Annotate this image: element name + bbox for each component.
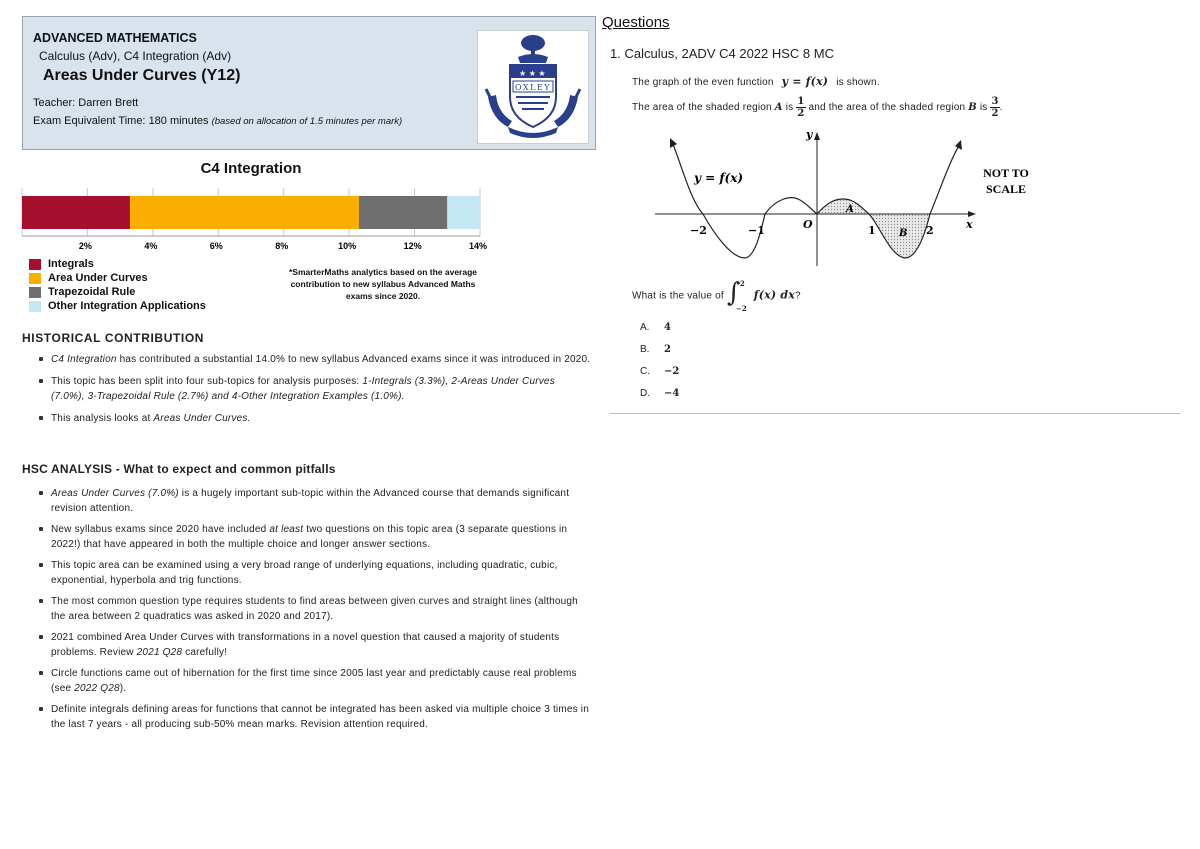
bar-segment-1 xyxy=(22,196,130,229)
answer-option[interactable] xyxy=(640,388,679,410)
curve-label: y = f(x) xyxy=(694,171,744,185)
bullet-item: This topic has been split into four sub-topics for analysis purposes: 1-Integrals (3.3%), 2-Areas Under Curves (7.0%), 3-Trapezoidal Rule (2.7%) and 4-Other Integration Examples (1.0%). xyxy=(36,374,591,404)
bullet-item: This topic area can be examined using a very broad range of underlying equations, including quadratic, cubic, exponential, hyperbola and trig functions. xyxy=(36,558,591,588)
option-letter: C. xyxy=(640,366,650,377)
question-stem-line-2: The area of the shaded region A is $\frac{1}{2}$ and the area of the shaded region B is $\frac{3}{2}$ . xyxy=(632,96,1003,119)
prompt-text-b: ? xyxy=(794,290,801,302)
legend-item xyxy=(29,257,206,271)
legend-item xyxy=(29,285,206,299)
question-1-title: 1. Calculus, 2ADV C4 2022 HSC 8 MC xyxy=(610,46,834,61)
stem1-math: y = f(x) xyxy=(781,75,829,88)
x-tick-label: 8% xyxy=(275,241,289,251)
bullet-item: This analysis looks at Areas Under Curves. xyxy=(36,411,591,426)
x-tick-label: 14% xyxy=(468,241,488,251)
chart-title: C4 Integration xyxy=(200,160,302,177)
option-value: 2 xyxy=(664,344,671,355)
legend-swatch xyxy=(29,301,41,312)
answer-option[interactable] xyxy=(640,322,679,344)
bullet-item: C4 Integration has contributed a substantial 14.0% to new syllabus Advanced exams since it was introduced in 2020. xyxy=(36,352,591,367)
school-crest-logo xyxy=(477,30,589,144)
x-tick-label: 2% xyxy=(78,241,92,251)
bar-segment-4 xyxy=(447,196,480,229)
legend-label: Area Under Curves xyxy=(48,272,148,284)
x-tick-label: 10% xyxy=(338,241,357,251)
legend-item xyxy=(29,271,206,285)
header-box xyxy=(22,16,596,150)
bullet-item: Definite integrals defining areas for functions that cannot be integrated has been asked via multiple choice 3 times in the last 7 years - all producing sub-50% mean marks. Revision attention required. xyxy=(36,702,591,732)
origin-label: O xyxy=(803,218,813,231)
not-to-scale-line-1: NOT TO xyxy=(983,166,1029,180)
stem1-text-a: The graph of the even function xyxy=(632,77,774,88)
stem1-text-b: is shown. xyxy=(836,77,880,88)
stacked-bar-chart xyxy=(18,186,488,252)
region-b-label: B xyxy=(968,102,977,114)
option-value: 4 xyxy=(664,322,671,333)
bar-segment-2 xyxy=(130,196,359,229)
y-axis-label: y xyxy=(806,128,813,141)
legend-swatch xyxy=(29,273,41,284)
legend-swatch xyxy=(29,287,41,298)
question-prompt xyxy=(632,278,801,313)
region-a-label: A xyxy=(774,102,783,114)
legend-label: Integrals xyxy=(48,258,94,270)
x-tick-label: 6% xyxy=(209,241,223,251)
exam-time-line xyxy=(33,115,402,127)
bullet-item: The most common question type requires students to find areas between given curves and straight lines (although the area between 2 quadratics was asked in 2020 and 2017). xyxy=(36,594,591,624)
option-letter: D. xyxy=(640,388,650,399)
bar-segment-3 xyxy=(359,196,447,229)
graph-region-a-label: A xyxy=(846,204,854,215)
option-value: −2 xyxy=(664,366,680,377)
integral-upper-limit: 2 xyxy=(739,279,745,288)
graph-region-b-label: B xyxy=(899,228,908,239)
historical-heading: HISTORICAL CONTRIBUTION xyxy=(22,331,205,345)
x-axis-label: x xyxy=(966,218,973,231)
chart-legend xyxy=(29,257,206,313)
crest-text: OXLEY xyxy=(514,83,552,92)
course-title: Calculus (Adv), C4 Integration (Adv) xyxy=(39,49,232,63)
svg-text:★ ★ ★: ★ ★ ★ xyxy=(519,69,546,78)
option-letter: A. xyxy=(640,322,650,333)
subject-title: ADVANCED MATHEMATICS xyxy=(33,31,197,45)
teacher-label: Teacher: xyxy=(33,97,76,109)
questions-heading: Questions xyxy=(602,14,670,31)
teacher-name: Darren Brett xyxy=(78,97,139,109)
prompt-text-a: What is the value of xyxy=(632,290,724,302)
tick-label-neg1: −1 xyxy=(748,224,765,237)
x-axis-arrow-icon xyxy=(968,211,976,217)
option-letter: B. xyxy=(640,344,650,355)
x-tick-label: 4% xyxy=(144,241,158,251)
teacher-line xyxy=(33,97,138,109)
tick-label-1: 1 xyxy=(868,224,876,237)
bullet-item: New syllabus exams since 2020 have included at least two questions on this topic area (3 separate questions in 2022!) that have appeared in both the multiple choice and longer answer sections. xyxy=(36,522,591,552)
bullet-item: 2021 combined Area Under Curves with transformations in a novel question that caused a majority of students problems. Review 2021 Q28 carefully! xyxy=(36,630,591,660)
answer-option[interactable] xyxy=(640,366,679,388)
exam-time-label: Exam Equivalent Time: xyxy=(33,115,146,127)
curve-arrow-right-icon xyxy=(955,140,962,150)
legend-item xyxy=(29,299,206,313)
y-axis-arrow-icon xyxy=(814,132,820,140)
exam-time-note: (based on allocation of 1.5 minutes per mark) xyxy=(211,116,403,127)
answer-option[interactable] xyxy=(640,344,679,366)
fraction-a: $\frac{1}{2}$ xyxy=(797,96,805,119)
tick-label-neg2: −2 xyxy=(690,224,707,237)
integral-icon: ∫ xyxy=(726,278,741,308)
not-to-scale-line-2: SCALE xyxy=(985,182,1027,196)
legend-label: Other Integration Applications xyxy=(48,300,206,312)
bullet-item: Areas Under Curves (7.0%) is a hugely important sub-topic within the Advanced course that demands significant revision attention. xyxy=(36,486,591,516)
answer-options xyxy=(640,322,679,410)
chart-tick-labels xyxy=(79,241,487,251)
legend-label: Trapezoidal Rule xyxy=(48,286,136,298)
crest-icon xyxy=(478,31,588,143)
legend-swatch xyxy=(29,259,41,270)
historical-bullet-list xyxy=(36,352,591,433)
fraction-b: $\frac{3}{2}$ xyxy=(991,96,999,119)
exam-time-value: 180 minutes xyxy=(148,115,209,127)
stem2-text-a: The area of the shaded region xyxy=(632,102,772,114)
is-text-a: is xyxy=(785,102,794,114)
stem2-text-b: and the area of the shaded region xyxy=(808,102,966,114)
chart-footnote: *SmarterMaths analytics based on the average contribution to new syllabus Advanced Maths exams since 2020. xyxy=(288,267,478,301)
question-stem-line-1 xyxy=(632,75,880,88)
x-tick-label: 12% xyxy=(403,241,422,251)
integral-lower-limit: −2 xyxy=(735,304,747,313)
hsc-analysis-heading: HSC ANALYSIS - What to expect and common pitfalls xyxy=(22,462,336,476)
topic-title: Areas Under Curves (Y12) xyxy=(43,67,241,84)
question-divider xyxy=(610,413,1180,414)
chart-bars xyxy=(22,196,480,229)
integral-sign xyxy=(726,278,751,313)
option-value: −4 xyxy=(664,388,680,399)
integrand: f(x) dx xyxy=(753,288,795,302)
is-text-b: is xyxy=(979,102,988,114)
bullet-item: Circle functions came out of hibernation for the first time since 2005 last year and predictably cause real problems (see 2022 Q28). xyxy=(36,666,591,696)
hsc-bullet-list xyxy=(36,486,591,738)
function-graph xyxy=(650,128,1029,270)
tick-label-2: 2 xyxy=(926,224,934,237)
